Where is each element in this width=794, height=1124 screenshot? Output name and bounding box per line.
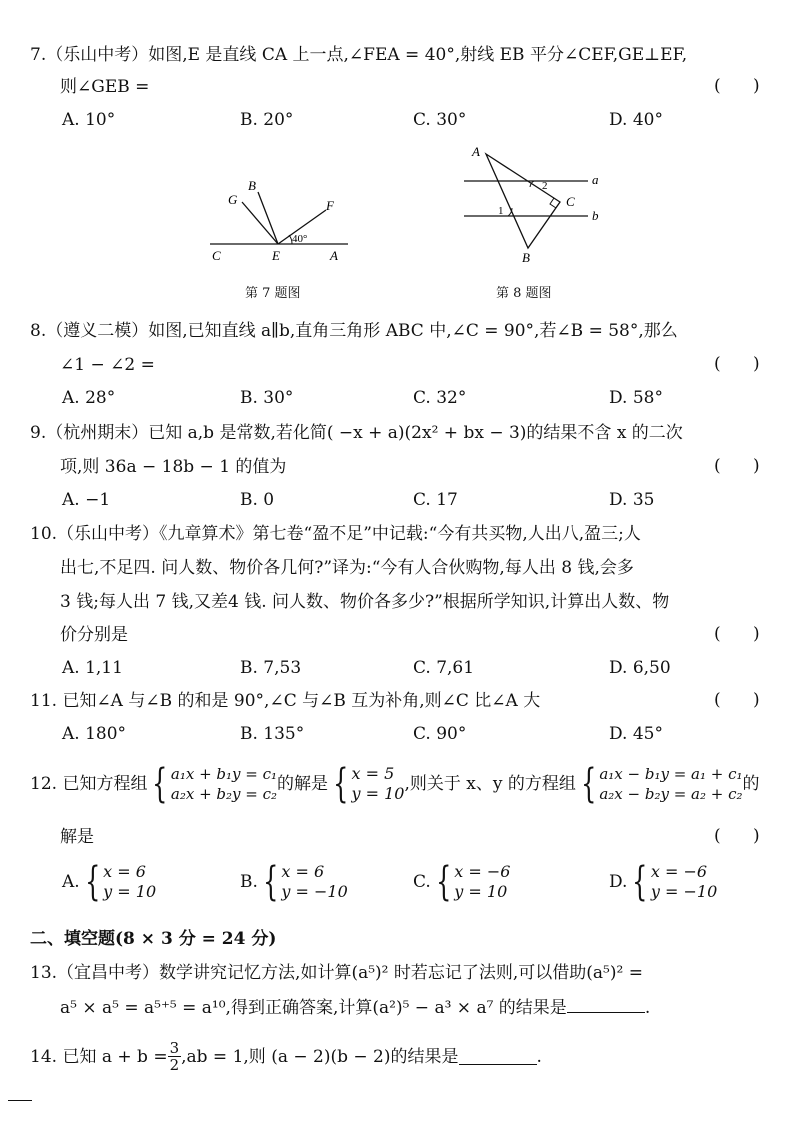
fig7-label-e: E bbox=[272, 248, 280, 263]
q7-option-d[interactable]: D. 40° bbox=[609, 110, 663, 130]
fig7-label-c: C bbox=[212, 248, 221, 263]
fig7-label-angle: 40° bbox=[292, 233, 308, 245]
fig7-label-f: F bbox=[326, 198, 334, 213]
fig7-label-a: A bbox=[330, 248, 338, 263]
q8-line2: ∠1 − ∠2 = bbox=[60, 355, 155, 375]
q12-option-c-bot: y = 10 bbox=[454, 882, 508, 901]
q12-brace-icon: { bbox=[632, 859, 648, 905]
q10-answer-paren[interactable]: ( ) bbox=[714, 624, 760, 644]
fig7-ray-eg bbox=[242, 202, 278, 244]
q14-fraction bbox=[168, 1040, 182, 1073]
q10-option-a[interactable]: A. 1,11 bbox=[62, 658, 123, 678]
q12-option-d-top: x = −6 bbox=[650, 862, 708, 881]
q12-sol-bot: y = 10 bbox=[351, 784, 405, 803]
q10-line4: 价分别是 bbox=[60, 625, 128, 645]
q12-mid2: ,则关于 x、y 的方程组 bbox=[404, 774, 576, 794]
q12-sys2-bot: a₂x − b₂y = a₂ + c₂ bbox=[599, 785, 743, 803]
q14-line1 bbox=[30, 1040, 542, 1073]
fig8-label-c-vertex: C bbox=[566, 194, 575, 209]
fig7-label-g: G bbox=[228, 192, 238, 207]
q9-option-a[interactable]: A. −1 bbox=[62, 490, 111, 510]
q12-option-b[interactable] bbox=[240, 859, 348, 905]
q11-answer-paren[interactable]: ( ) bbox=[714, 690, 760, 710]
q12-mid1: 的解是 bbox=[277, 774, 329, 794]
q12-brace-icon: { bbox=[262, 859, 279, 905]
q12-system-1 bbox=[147, 761, 278, 807]
q12-option-c[interactable] bbox=[413, 859, 511, 905]
q7-option-a[interactable]: A. 10° bbox=[62, 110, 116, 130]
q9-line2: 项,则 36a − 18b − 1 的值为 bbox=[60, 457, 287, 477]
q14-end: . bbox=[536, 1046, 542, 1067]
q8-line1: 8.（遵义二模）如图,已知直线 a∥b,直角三角形 ABC 中,∠C = 90°,若∠B = 58°,那么 bbox=[30, 321, 678, 341]
q12-option-c-label: C. bbox=[413, 872, 431, 892]
fig8-label-line-a: a bbox=[592, 172, 599, 187]
q10-option-b[interactable]: B. 7,53 bbox=[240, 658, 302, 678]
q8-option-d[interactable]: D. 58° bbox=[609, 388, 663, 408]
q14-frac-den: 2 bbox=[169, 1056, 180, 1074]
q12-line2: 解是 bbox=[60, 827, 94, 847]
q8-option-a[interactable]: A. 28° bbox=[62, 388, 116, 408]
q14-mid: ,ab = 1,则 (a − 2)(b − 2)的结果是 bbox=[181, 1046, 459, 1067]
q12-option-d-label: D. bbox=[609, 872, 628, 892]
q12-prefix: 12. 已知方程组 bbox=[30, 774, 148, 794]
page-corner-rule bbox=[8, 1100, 32, 1101]
q9-line1: 9.（杭州期末）已知 a,b 是常数,若化简( −x + a)(2x² + bx − 3)的结果不含 x 的二次 bbox=[30, 423, 683, 443]
q12-brace-icon: { bbox=[580, 761, 597, 807]
q7-line1: 7.（乐山中考）如图,E 是直线 CA 上一点,∠FEA = 40°,射线 EB 平分∠CEF,GE⊥EF, bbox=[30, 45, 688, 65]
q12-solution bbox=[328, 761, 405, 807]
q12-suffix: 的 bbox=[742, 774, 760, 794]
q12-sys1-bot: a₂x + b₂y = c₂ bbox=[170, 785, 278, 803]
q12-brace-icon: { bbox=[333, 761, 349, 807]
fig8-label-b-vertex: B bbox=[522, 250, 530, 265]
q12-option-d-bot: y = −10 bbox=[650, 882, 718, 901]
q7-answer-paren[interactable]: ( ) bbox=[714, 76, 760, 96]
q9-option-b[interactable]: B. 0 bbox=[240, 490, 275, 510]
q7-option-c[interactable]: C. 30° bbox=[413, 110, 467, 130]
q10-line2: 出七,不足四. 问人数、物价各几何?”译为:“今有人合伙购物,每人出 8 钱,会多 bbox=[60, 558, 634, 578]
q14-frac-num: 3 bbox=[169, 1039, 180, 1057]
q12-option-a-top: x = 6 bbox=[103, 862, 146, 881]
q12-option-a-bot: y = 10 bbox=[103, 882, 157, 901]
q12-option-b-bot: y = −10 bbox=[281, 882, 348, 901]
q13-line2-text: a⁵ × a⁵ = a⁵⁺⁵ = a¹⁰,得到正确答案,计算(a²)⁵ − a³ × a⁷ 的结果是 bbox=[60, 998, 567, 1018]
figure-8-diagram bbox=[460, 140, 620, 270]
q12-option-c-top: x = −6 bbox=[454, 862, 511, 881]
q11-option-d[interactable]: D. 45° bbox=[609, 724, 663, 744]
section-2-heading: 二、填空题(8 × 3 分 = 24 分) bbox=[30, 929, 277, 949]
q12-brace-icon: { bbox=[84, 859, 101, 905]
q10-option-c[interactable]: C. 7,61 bbox=[413, 658, 475, 678]
q11-option-a[interactable]: A. 180° bbox=[62, 724, 127, 744]
q11-option-c[interactable]: C. 90° bbox=[413, 724, 467, 744]
fig8-label-angle-2: 2 bbox=[542, 180, 548, 192]
fig7-label-b: B bbox=[248, 178, 256, 193]
q14-answer-blank[interactable] bbox=[459, 1048, 537, 1065]
q12-option-a[interactable] bbox=[62, 859, 157, 905]
q9-answer-paren[interactable]: ( ) bbox=[714, 456, 760, 476]
fig8-label-line-b: b bbox=[592, 208, 599, 223]
figure-7-diagram bbox=[200, 170, 360, 270]
figure-8-caption: 第 8 题图 bbox=[496, 286, 552, 301]
q13-line1: 13.（宜昌中考）数学讲究记忆方法,如计算(a⁵)² 时若忘记了法则,可以借助(a⁵)² = bbox=[30, 963, 643, 983]
q11-option-b[interactable]: B. 135° bbox=[240, 724, 305, 744]
fig8-label-a-vertex: A bbox=[472, 144, 480, 159]
q12-system-2 bbox=[576, 761, 743, 807]
q9-option-d[interactable]: D. 35 bbox=[609, 490, 655, 510]
figure-7-caption: 第 7 题图 bbox=[245, 286, 301, 301]
q12-option-b-top: x = 6 bbox=[281, 862, 325, 881]
q12-sol-top: x = 5 bbox=[351, 764, 395, 783]
q12-sys2-top: a₁x − b₁y = a₁ + c₁ bbox=[599, 765, 743, 783]
fig8-triangle-abc bbox=[486, 154, 560, 248]
q10-option-d[interactable]: D. 6,50 bbox=[609, 658, 671, 678]
q8-option-b[interactable]: B. 30° bbox=[240, 388, 294, 408]
q7-option-b[interactable]: B. 20° bbox=[240, 110, 294, 130]
q12-brace-icon: { bbox=[152, 761, 168, 807]
q12-option-d[interactable] bbox=[609, 859, 718, 905]
q8-answer-paren[interactable]: ( ) bbox=[714, 354, 760, 374]
fig7-ray-eb bbox=[258, 192, 278, 244]
q9-option-c[interactable]: C. 17 bbox=[413, 490, 458, 510]
q12-brace-icon: { bbox=[435, 859, 452, 905]
q8-option-c[interactable]: C. 32° bbox=[413, 388, 467, 408]
q14-prefix: 14. 已知 a + b = bbox=[30, 1046, 168, 1067]
q11-line1: 11. 已知∠A 与∠B 的和是 90°,∠C 与∠B 互为补角,则∠C 比∠A 大 bbox=[30, 691, 541, 711]
q13-line2-end: . bbox=[644, 998, 651, 1018]
q12-sys1-top: a₁x + b₁y = c₁ bbox=[170, 765, 278, 783]
q10-line1: 10.（乐山中考）《九章算术》第七卷“盈不足”中记载:“今有共买物,人出八,盈三;人 bbox=[30, 524, 641, 544]
q12-answer-paren[interactable]: ( ) bbox=[714, 826, 760, 846]
q12-line1 bbox=[30, 762, 760, 806]
q12-option-b-label: B. bbox=[240, 872, 258, 892]
q10-line3: 3 钱;每人出 7 钱,又差4 钱. 问人数、物价各多少?”根据所学知识,计算出人数、物 bbox=[60, 592, 670, 612]
q13-line2 bbox=[60, 996, 650, 1019]
q13-answer-blank[interactable] bbox=[567, 996, 645, 1013]
q12-option-a-label: A. bbox=[62, 872, 80, 892]
q7-line2: 则∠GEB = bbox=[60, 77, 150, 97]
fig8-label-angle-1: 1 bbox=[498, 205, 504, 217]
